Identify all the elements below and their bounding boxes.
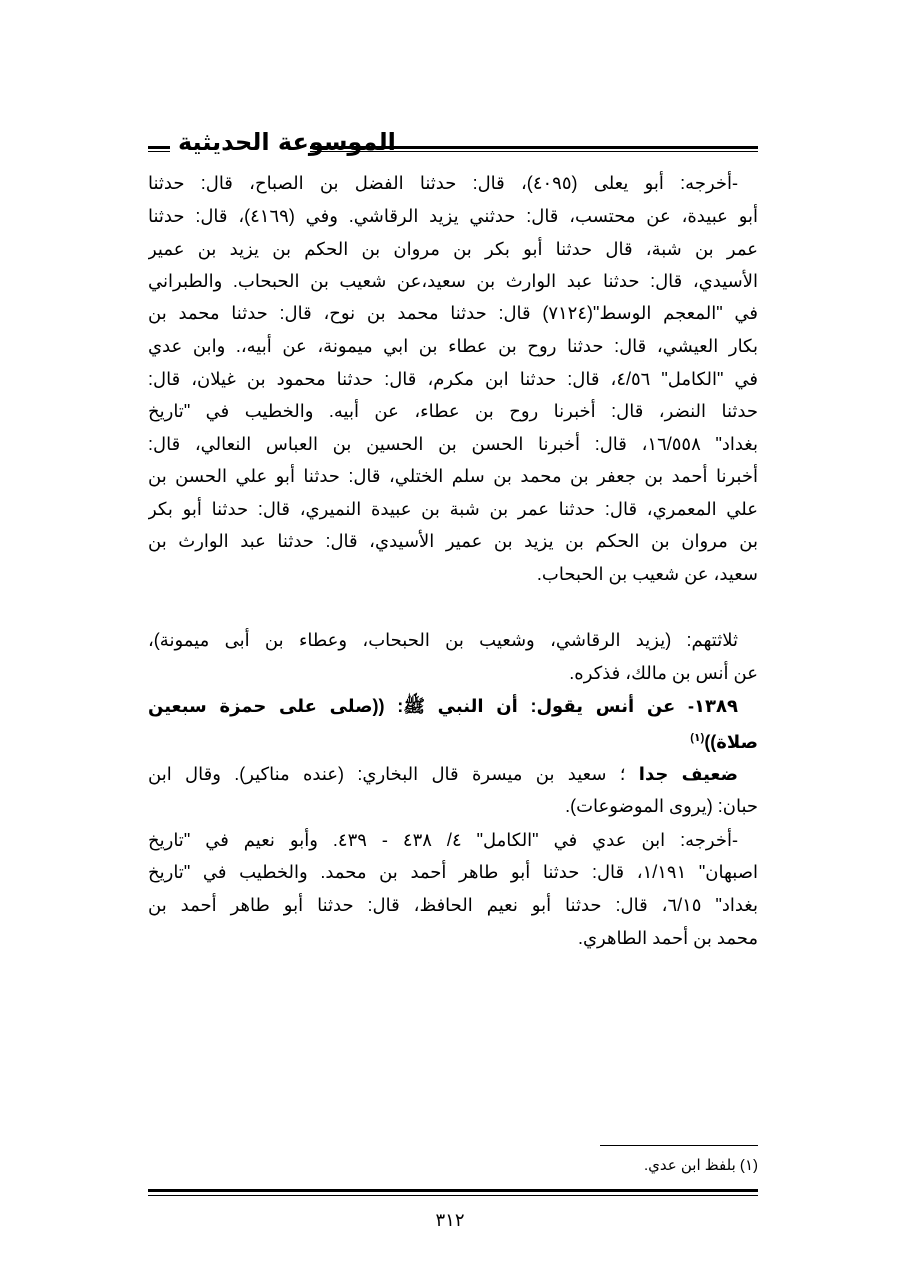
- footnote-separator: [600, 1145, 758, 1146]
- running-header-title: الموسوعة الحديثية: [178, 128, 396, 156]
- text-line: حبان: (يروى الموضوعات).: [565, 796, 758, 816]
- hadith-text-line: ١٣٨٩- عن أنس يقول: أن النبي ﷺ: ((صلى على حمزة سبعين: [148, 696, 738, 716]
- page-number: ٣١٢: [435, 1210, 465, 1230]
- footnote: (١) بلفظ ابن عدي.: [643, 1157, 758, 1174]
- text-line: اصبهان" ١/١٩١، قال: حدثنا أبو طاهر أحمد بن محمد. والخطيب في "تاريخ: [148, 862, 758, 882]
- text-line: -أخرجه: ابن عدي في "الكامل" ٤/ ٤٣٨ - ٤٣٩. وأبو نعيم في "تاريخ: [148, 830, 738, 850]
- text-line: عمر بن شبة، قال حدثنا أبو بكر بن مروان بن الحكم بن يزيد بن عمير: [148, 239, 758, 259]
- header-rule-right: [310, 146, 758, 152]
- text-line: في "الكامل" ٤/٥٦، قال: حدثنا ابن مكرم، قال: حدثنا محمود بن غيلان، قال:: [148, 369, 758, 389]
- text-line: محمد بن أحمد الطاهري.: [577, 928, 758, 948]
- text-line: أبو عبيدة، عن محتسب، قال: حدثني يزيد الرقاشي. وفي (٤١٦٩)، قال: حدثنا: [148, 206, 758, 226]
- text-line: بكار العيشي، قال: حدثنا روح بن عطاء بن ابي ميمونة، عن أبيه،. وابن عدي: [148, 336, 758, 356]
- text-line: -أخرجه: أبو يعلى (٤٠٩٥)، قال: حدثنا الفضل بن الصباح، قال: حدثنا: [148, 173, 738, 193]
- text-line: عن أنس بن مالك، فذكره.: [569, 663, 758, 683]
- footer-rule: [148, 1189, 758, 1196]
- text-line: بغداد" ١٦/٥٥٨، قال: أخبرنا الحسن بن الحسين بن العباس النعالي، قال:: [148, 434, 758, 454]
- text-line: أخبرنا أحمد بن جعفر بن محمد بن سلم الختلي، قال: حدثنا أبو علي الحسن بن: [148, 466, 758, 486]
- text-line: بغداد" ٦/١٥، قال: حدثنا أبو نعيم الحافظ، قال: حدثنا أبو طاهر أحمد بن: [148, 895, 758, 915]
- text-line: سعيد، عن شعيب بن الحبحاب.: [536, 564, 758, 584]
- hadith-text-line: [148, 722, 758, 754]
- text-line: بن مروان بن الحكم بن يزيد بن عمير الأسيدي، قال: حدثنا عبد الوارث بن: [148, 531, 758, 551]
- text-line: حدثنا النضر، قال: أخبرنا روح بن عطاء، عن أبيه. والخطيب في "تاريخ: [148, 401, 758, 421]
- header-rule-left: [148, 146, 170, 152]
- text-line: ثلاثتهم: (يزيد الرقاشي، وشعيب بن الحبحاب، وعطاء بن أبى ميمونة)،: [148, 630, 738, 650]
- hadith-end: صلاة)): [704, 732, 758, 752]
- grading-text: ؛ سعيد بن ميسرة قال البخاري: (عنده مناكير). وقال ابن: [148, 764, 626, 784]
- text-line: الأسيدي، قال: حدثنا عبد الوارث بن سعيد،عن شعيب بن الحبحاب. والطبراني: [148, 271, 758, 291]
- footnote-marker: (١): [690, 732, 705, 744]
- text-line: علي المعمري، قال: حدثنا عمر بن شبة بن عبيدة النميري، قال: حدثنا أبو بكر: [148, 499, 758, 519]
- grading-line: [148, 758, 738, 790]
- text-line: في "المعجم الوسط"(٧١٢٤) قال: حدثنا محمد بن نوح، قال: حدثنا محمد بن: [148, 303, 758, 323]
- grade-label: ضعيف جدا: [638, 764, 738, 784]
